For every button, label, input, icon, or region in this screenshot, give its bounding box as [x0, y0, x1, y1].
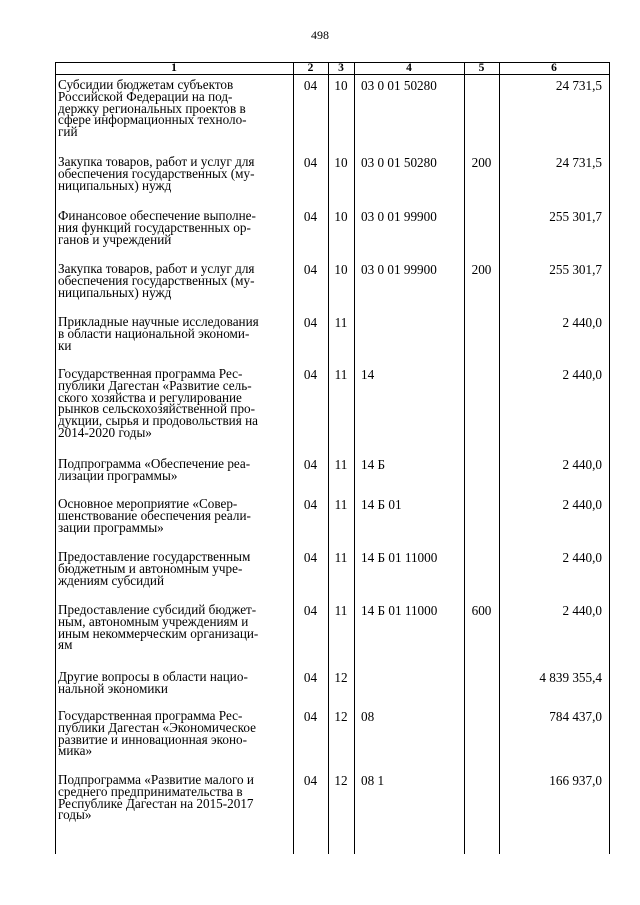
row-subsection: 10 [334, 155, 348, 170]
row-subsection: 10 [334, 78, 348, 93]
budget-table [55, 62, 610, 854]
page-number: 498 [311, 28, 329, 42]
col-border-3-4 [354, 62, 355, 854]
row-section: 04 [303, 603, 318, 618]
header-col-5: 5 [478, 62, 485, 74]
row-section: 04 [303, 709, 318, 724]
row-name: Государственная программа Рес- публики Дагестан «Экономическое развитие и инновационная эконо- мика» [58, 708, 256, 759]
header-col-6: 6 [551, 62, 557, 74]
row-target-code: 14 Б 01 11000 [361, 550, 438, 565]
row-amount: 255 301,7 [549, 209, 602, 224]
row-amount: 4 839 355,4 [539, 670, 602, 685]
row-name: Предоставление субсидий бюджет- ным, автономным учреждениям и иным некоммерческим организаци- ям [58, 602, 259, 653]
row-target-code: 08 [361, 709, 375, 724]
row-target-code: 14 [361, 367, 375, 382]
row-subsection: 12 [334, 670, 348, 685]
row-amount: 784 437,0 [549, 709, 602, 724]
row-section: 04 [303, 367, 318, 382]
row-subsection: 11 [334, 603, 348, 618]
col-border-4-5 [464, 62, 465, 854]
header-col-3: 3 [338, 62, 344, 74]
row-amount: 2 440,0 [562, 367, 602, 382]
row-target-code: 08 1 [361, 773, 385, 788]
row-subsection: 11 [334, 497, 348, 512]
row-subsection: 11 [334, 315, 348, 330]
row-section: 04 [303, 773, 318, 788]
row-section: 04 [303, 262, 318, 277]
row-name: Закупка товаров, работ и услуг для обеспечения государственных (му- ниципальных) нужд [58, 261, 255, 300]
row-expense-type: 600 [471, 603, 492, 618]
row-section: 04 [303, 209, 318, 224]
row-amount: 2 440,0 [562, 497, 602, 512]
row-amount: 2 440,0 [562, 603, 602, 618]
row-subsection: 10 [334, 209, 348, 224]
row-section: 04 [303, 550, 318, 565]
row-amount: 255 301,7 [549, 262, 602, 277]
row-expense-type: 200 [471, 262, 492, 277]
row-subsection: 12 [334, 709, 348, 724]
row-amount: 24 731,5 [555, 155, 602, 170]
col-border-5-6 [499, 62, 500, 854]
row-target-code: 03 0 01 50280 [361, 155, 437, 170]
row-section: 04 [303, 155, 318, 170]
header-col-2: 2 [307, 62, 314, 74]
row-name: Закупка товаров, работ и услуг для обеспечения государственных (му- ниципальных) нужд [58, 154, 255, 193]
row-subsection: 10 [334, 262, 348, 277]
row-name: Подпрограмма «Развитие малого и среднего предпринимательства в Республике Дагестан на 2015-2017 годы» [58, 772, 254, 823]
row-expense-type: 200 [471, 155, 492, 170]
header-bottom-border [55, 74, 610, 75]
row-amount: 166 937,0 [549, 773, 602, 788]
row-section: 04 [303, 670, 318, 685]
row-name: Другие вопросы в области нацио- нальной экономики [58, 669, 248, 696]
row-name: Прикладные научные исследования в области национальной экономи- ки [58, 314, 259, 353]
row-section: 04 [303, 315, 318, 330]
row-target-code: 03 0 01 50280 [361, 78, 437, 93]
row-section: 04 [303, 457, 318, 472]
row-section: 04 [303, 497, 318, 512]
row-subsection: 11 [334, 367, 348, 382]
row-name: Субсидии бюджетам субъектов Российской Федерации на под- держку региональных проектов в сфере информационных техноло- гий [58, 77, 247, 140]
row-name: Основное мероприятие «Совер- шенствование обеспечения реали- зации программы» [58, 496, 251, 535]
col-border-right [609, 62, 610, 854]
row-target-code: 14 Б 01 [361, 497, 402, 512]
row-amount: 24 731,5 [555, 78, 602, 93]
row-subsection: 11 [334, 550, 348, 565]
row-subsection: 11 [334, 457, 348, 472]
row-target-code: 03 0 01 99900 [361, 262, 437, 277]
row-amount: 2 440,0 [562, 550, 602, 565]
row-name: Государственная программа Рес- публики Дагестан «Развитие сель- ского хозяйства и регулирование рынков сельскохозяйственной про- дукции, сырья и продовольствия на 2014-2020 годы» [58, 366, 259, 440]
col-border-left [55, 62, 56, 854]
row-target-code: 14 Б 01 11000 [361, 603, 438, 618]
row-section: 04 [303, 78, 318, 93]
header-col-4: 4 [406, 62, 412, 74]
row-amount: 2 440,0 [562, 457, 602, 472]
header-col-1: 1 [171, 62, 177, 74]
row-target-code: 14 Б [361, 457, 386, 472]
row-name: Предоставление государственным бюджетным и автономным учре- ждениям субсидий [58, 549, 251, 588]
row-target-code: 03 0 01 99900 [361, 209, 437, 224]
row-name: Подпрограмма «Обеспечение реа- лизации программы» [58, 456, 251, 483]
row-subsection: 12 [334, 773, 348, 788]
row-name: Финансовое обеспечение выполне- ния функций государственных ор- ганов и учреждений [58, 208, 256, 247]
row-amount: 2 440,0 [562, 315, 602, 330]
